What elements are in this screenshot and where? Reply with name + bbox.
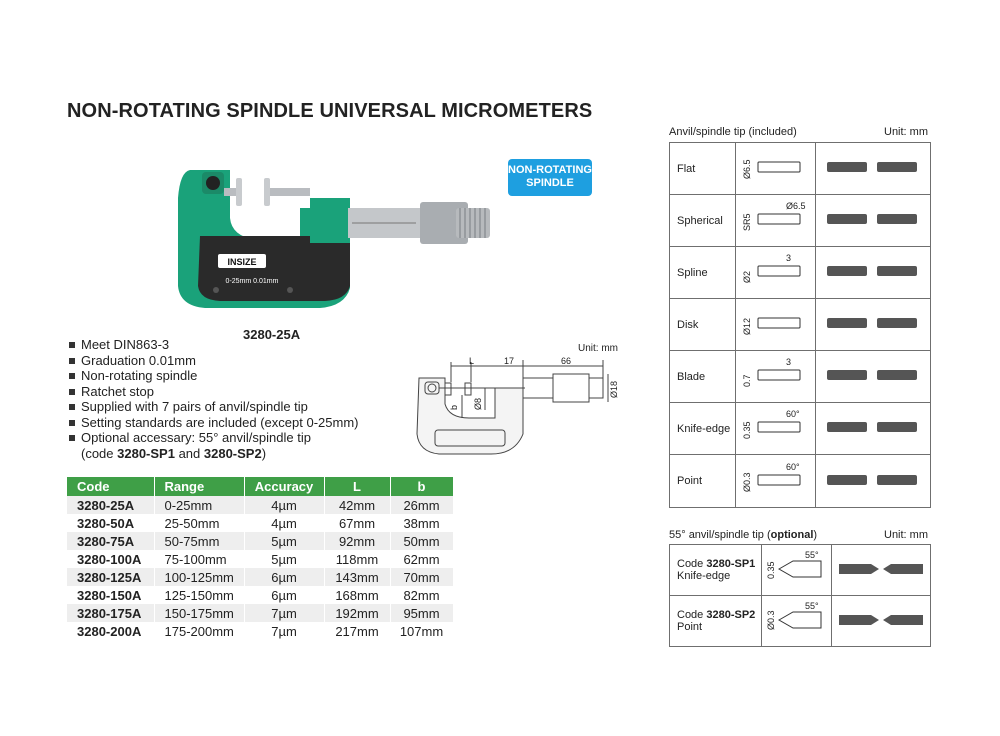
- cell-accuracy: 7µm: [244, 604, 324, 622]
- optional-tip-photo: [832, 545, 931, 596]
- table-row: [67, 568, 453, 586]
- table-row: [67, 514, 453, 532]
- cell-range: 0-25mm: [154, 496, 244, 514]
- header-L: L: [324, 477, 390, 496]
- optional-tip-type: Knife-edge: [677, 570, 731, 582]
- optional-tip-sketch: [765, 598, 829, 642]
- feature-item: Ratchet stop: [68, 384, 358, 400]
- tip-dimension-label: 0.7: [741, 374, 752, 387]
- cell-code: 3280-100A: [67, 550, 154, 568]
- included-tips-table: [669, 142, 931, 508]
- optional-tip-photo-image: [835, 610, 927, 630]
- tip-photo: [816, 455, 931, 508]
- feature-item: Setting standards are included (except 0-25mm): [68, 415, 358, 431]
- tip-sketch: [738, 197, 814, 241]
- tip-row: [670, 195, 931, 247]
- header-range: Range: [154, 477, 244, 496]
- tip-row: [670, 455, 931, 508]
- dim-b: b: [449, 404, 459, 410]
- cell-range: 150-175mm: [154, 604, 244, 622]
- dim-17: 17: [504, 356, 515, 366]
- cell-range: 75-100mm: [154, 550, 244, 568]
- cell-b: 62mm: [390, 550, 453, 568]
- tip-photo: [816, 247, 931, 299]
- table-row: [67, 604, 453, 622]
- tip-name: Flat: [670, 143, 736, 195]
- optional-tip-name: Code 3280-SP2 Point: [670, 596, 762, 647]
- cell-b: 26mm: [390, 496, 453, 514]
- tip-photo: [816, 143, 931, 195]
- cell-L: 42mm: [324, 496, 390, 514]
- tip-name: Disk: [670, 299, 736, 351]
- optional-tip-row: [670, 596, 931, 647]
- tip-dimension-label: 3: [785, 253, 791, 263]
- cell-L: 67mm: [324, 514, 390, 532]
- tip-photo-image: [823, 365, 923, 385]
- non-rotating-badge: NON-ROTATING SPINDLE: [508, 159, 592, 196]
- tip-dimension-drawing: [736, 403, 816, 455]
- tip-dimension-label: Ø6.5: [741, 159, 752, 179]
- tip-photo: [816, 403, 931, 455]
- cell-accuracy: 7µm: [244, 622, 324, 640]
- dim-phi8: Ø8: [473, 397, 483, 410]
- tip-name: Spherical: [670, 195, 736, 247]
- table-row: [67, 550, 453, 568]
- drawing-unit: Unit: mm: [578, 343, 618, 354]
- table-row: [67, 586, 453, 604]
- optional-tip-dimension-label: 0.35: [765, 560, 776, 579]
- cell-L: 143mm: [324, 568, 390, 586]
- cell-code: 3280-50A: [67, 514, 154, 532]
- optional-tip-sketch: [765, 547, 829, 591]
- optional-tip-photo: [832, 596, 931, 647]
- tip-name: Point: [670, 455, 736, 508]
- cell-b: 107mm: [390, 622, 453, 640]
- tip-row: [670, 351, 931, 403]
- cell-b: 38mm: [390, 514, 453, 532]
- cell-code: 3280-25A: [67, 496, 154, 514]
- tip-photo: [816, 351, 931, 403]
- optional-tip-type: Point: [677, 621, 703, 633]
- dimension-drawing: [405, 338, 625, 463]
- cell-accuracy: 4µm: [244, 514, 324, 532]
- optional-tip-dimension-label: 55°: [804, 600, 819, 611]
- cell-b: 95mm: [390, 604, 453, 622]
- tip-sketch: [738, 249, 814, 293]
- optional-tip-drawing: [762, 596, 832, 647]
- header-code: Code: [67, 477, 154, 496]
- insize-logo: INSIZE: [227, 257, 257, 267]
- feature-item: Non-rotating spindle: [68, 368, 358, 384]
- feature-list: [68, 337, 358, 461]
- cell-L: 92mm: [324, 532, 390, 550]
- included-tips-unit: Unit: mm: [884, 126, 928, 138]
- tip-dimension-label: 3: [785, 357, 791, 367]
- page-title: NON-ROTATING SPINDLE UNIVERSAL MICROMETERS: [67, 100, 593, 122]
- cell-L: 118mm: [324, 550, 390, 568]
- micrometer-photo: [160, 158, 500, 328]
- photo-range-text: 0-25mm 0.01mm: [225, 278, 279, 285]
- feature-item: Optional accessary: 55° anvil/spindle tip: [68, 430, 358, 446]
- tip-sketch: [738, 353, 814, 397]
- cell-b: 50mm: [390, 532, 453, 550]
- feature-continuation: (code 3280-SP1 and 3280-SP2): [81, 445, 267, 461]
- feature-item: Graduation 0.01mm: [68, 353, 358, 369]
- cell-code: 3280-75A: [67, 532, 154, 550]
- tip-name: Knife-edge: [670, 403, 736, 455]
- cell-accuracy: 6µm: [244, 568, 324, 586]
- cell-L: 192mm: [324, 604, 390, 622]
- tip-dimension-label: SR5: [741, 213, 752, 231]
- optional-tips-title: 55° anvil/spindle tip (optional): [669, 529, 818, 541]
- model-label: 3280-25A: [243, 327, 301, 342]
- optional-tip-drawing: [762, 545, 832, 596]
- optional-tip-row: [670, 545, 931, 596]
- cell-accuracy: 6µm: [244, 586, 324, 604]
- header-accuracy: Accuracy: [244, 477, 324, 496]
- cell-code: 3280-150A: [67, 586, 154, 604]
- tip-photo: [816, 299, 931, 351]
- table-row: [67, 532, 453, 550]
- spec-header-row: [67, 477, 453, 496]
- cell-code: 3280-125A: [67, 568, 154, 586]
- tip-dimension-label: 60°: [785, 461, 800, 472]
- optional-tip-name: Code 3280-SP1 Knife-edge: [670, 545, 762, 596]
- table-row: [67, 496, 453, 514]
- dim-66: 66: [561, 356, 572, 366]
- tip-photo-image: [823, 417, 923, 437]
- tip-row: [670, 247, 931, 299]
- code-sp2: 3280-SP2: [203, 445, 262, 461]
- dim-L: L: [469, 356, 475, 366]
- spec-table: [67, 477, 454, 640]
- cell-accuracy: 4µm: [244, 496, 324, 514]
- tip-dimension-label: Ø6.5: [785, 201, 806, 211]
- tip-dimension-label: Ø0.3: [741, 471, 752, 492]
- cell-accuracy: 5µm: [244, 550, 324, 568]
- optional-tip-code: 3280-SP2: [706, 609, 756, 621]
- cell-accuracy: 5µm: [244, 532, 324, 550]
- cell-b: 82mm: [390, 586, 453, 604]
- dim-phi18: Ø18: [609, 380, 619, 398]
- tip-dimension-drawing: [736, 143, 816, 195]
- cell-code: 3280-175A: [67, 604, 154, 622]
- cell-range: 125-150mm: [154, 586, 244, 604]
- code-sp1: 3280-SP1: [117, 445, 175, 461]
- tip-photo-image: [823, 209, 923, 229]
- tip-row: [670, 299, 931, 351]
- feature-item: Meet DIN863-3: [68, 337, 358, 353]
- optional-tip-code: 3280-SP1: [706, 558, 756, 570]
- tip-dimension-label: 60°: [785, 409, 800, 419]
- optional-tip-photo-image: [835, 559, 927, 579]
- tip-sketch: [738, 405, 814, 449]
- tip-dimension-drawing: [736, 195, 816, 247]
- tip-sketch: [738, 301, 814, 345]
- tip-photo-image: [823, 470, 923, 490]
- cell-range: 100-125mm: [154, 568, 244, 586]
- cell-code: 3280-200A: [67, 622, 154, 640]
- feature-item: Supplied with 7 pairs of anvil/spindle tip: [68, 399, 358, 415]
- table-row: [67, 622, 453, 640]
- tip-row: [670, 143, 931, 195]
- tip-sketch: [738, 458, 814, 502]
- included-tips-title: Anvil/spindle tip (included): [669, 126, 797, 138]
- optional-tips-unit: Unit: mm: [884, 529, 928, 541]
- tip-name: Spline: [670, 247, 736, 299]
- cell-range: 175-200mm: [154, 622, 244, 640]
- tip-dimension-drawing: [736, 455, 816, 508]
- tip-photo-image: [823, 261, 923, 281]
- header-b: b: [390, 477, 453, 496]
- tip-dimension-label: Ø2: [741, 270, 752, 283]
- tip-dimension-drawing: [736, 299, 816, 351]
- tip-dimension-drawing: [736, 351, 816, 403]
- optional-tips-table: [669, 544, 931, 647]
- tip-photo: [816, 195, 931, 247]
- tip-row: [670, 403, 931, 455]
- tip-dimension-label: 0.35: [741, 421, 752, 439]
- cell-b: 70mm: [390, 568, 453, 586]
- tip-dimension-label: Ø12: [741, 317, 752, 335]
- cell-L: 168mm: [324, 586, 390, 604]
- tip-dimension-drawing: [736, 247, 816, 299]
- tip-sketch: [738, 145, 814, 189]
- optional-tip-dimension-label: 55°: [804, 549, 819, 560]
- cell-L: 217mm: [324, 622, 390, 640]
- tip-photo-image: [823, 313, 923, 333]
- cell-range: 25-50mm: [154, 514, 244, 532]
- cell-range: 50-75mm: [154, 532, 244, 550]
- optional-tip-dimension-label: Ø0.3: [765, 609, 776, 630]
- tip-photo-image: [823, 157, 923, 177]
- tip-name: Blade: [670, 351, 736, 403]
